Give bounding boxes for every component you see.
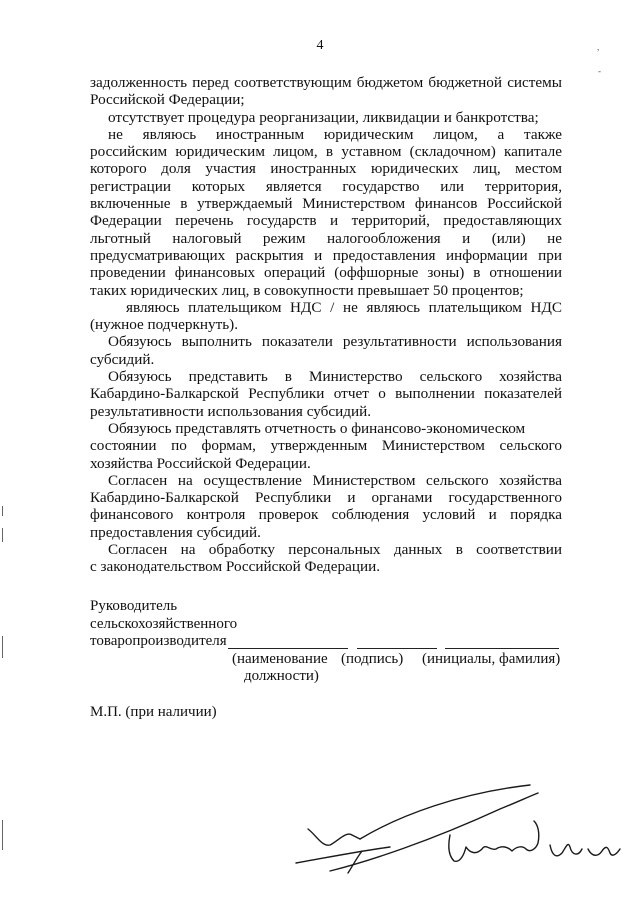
- caption-signature: (подпись): [341, 651, 404, 667]
- signature-stroke: [588, 847, 620, 855]
- body-line: являюсь плательщиком НДС / не являюсь плательщиком НДС: [126, 298, 562, 316]
- body-line: Согласен на осуществление Министерством сельского хозяйства: [108, 471, 562, 489]
- blank-signature-line: [357, 648, 437, 649]
- body-line: Обязуюсь представить в Министерство сельского хозяйства: [108, 368, 562, 386]
- body-line: Федерации перечень государств и территорий, предоставляющих: [90, 212, 562, 230]
- signature-stroke: [449, 821, 539, 861]
- document-body: [90, 74, 562, 576]
- handwritten-signature-image: [290, 775, 625, 875]
- body-line: не являюсь иностранным юридическим лицом, а также: [108, 125, 562, 143]
- blank-name-line: [228, 648, 348, 649]
- scan-mark: -: [598, 66, 601, 76]
- body-line: Кабардино-Балкарской Республики отчет о выполнении показателей: [90, 385, 562, 403]
- signature-title-line-2: сельскохозяйственного: [90, 616, 238, 632]
- body-line: финансового контроля проверок соблюдения условий и порядка: [90, 506, 562, 524]
- caption-position: должности): [244, 668, 319, 684]
- stamp-note: М.П. (при наличии): [90, 704, 217, 720]
- signature-stroke: [308, 829, 360, 845]
- signature-title-line-3: товаропроизводителя: [90, 633, 227, 649]
- signature-title-line-1: Руководитель: [90, 598, 178, 614]
- body-line: субсидий.: [90, 350, 155, 368]
- body-line: состоянии по формам, утвержденным Министерством сельского: [90, 437, 562, 455]
- body-line: предусматривающих раскрытия и предоставления информации при: [90, 246, 562, 264]
- body-line: Обязуюсь выполнить показатели результативности использования: [108, 333, 562, 351]
- signature-stroke: [330, 793, 538, 871]
- body-line: Российской Федерации;: [90, 91, 245, 109]
- scan-mark: ,: [597, 42, 600, 52]
- body-line: хозяйства Российской Федерации.: [90, 454, 311, 472]
- body-line: включенные в утверждаемый Министерством финансов Российской: [90, 195, 562, 213]
- body-line: задолженность перед соответствующим бюджетом бюджетной системы: [90, 74, 562, 91]
- body-line: Кабардино-Балкарской Республики и органами государственного: [90, 489, 562, 507]
- signature-stroke: [360, 785, 530, 839]
- scan-artifact-line: [2, 820, 3, 850]
- body-line: которого доля участия иностранных юридических лиц, местом: [90, 160, 562, 178]
- signature-stroke: [296, 847, 390, 863]
- body-line: (нужное подчеркнуть).: [90, 316, 239, 334]
- body-line: отсутствует процедура реорганизации, ликвидации и банкротства;: [108, 108, 539, 126]
- body-line: регистрации которых является государство или территория,: [90, 177, 562, 195]
- body-line: Согласен на обработку персональных данных в соответствии: [108, 541, 562, 559]
- blank-initials-line: [445, 648, 559, 649]
- caption-initials: (инициалы, фамилия): [422, 651, 561, 667]
- scan-artifact-line: [2, 636, 3, 658]
- body-line: предоставления субсидий.: [90, 523, 261, 541]
- signature-stroke: [348, 851, 362, 873]
- body-line: льготный налоговый режим налогообложения и (или) не: [90, 229, 562, 247]
- signature-stroke: [550, 845, 582, 856]
- page-number: 4: [316, 38, 324, 53]
- body-line: проведении финансовых операций (оффшорные зоны) в отношении: [90, 264, 562, 282]
- body-line: Обязуюсь представлять отчетность о финансово-экономическом: [108, 419, 526, 437]
- body-line: российским юридическим лицом, в уставном (складочном) капитале: [90, 143, 562, 161]
- body-line: таких юридических лиц, в совокупности превышает 50 процентов;: [90, 281, 524, 299]
- body-line: с законодательством Российской Федерации.: [90, 558, 381, 576]
- caption-name: (наименование: [232, 651, 328, 667]
- scan-artifact-line: [2, 528, 3, 542]
- body-line: результативности использования субсидий.: [90, 402, 372, 420]
- scan-artifact-line: [2, 506, 3, 516]
